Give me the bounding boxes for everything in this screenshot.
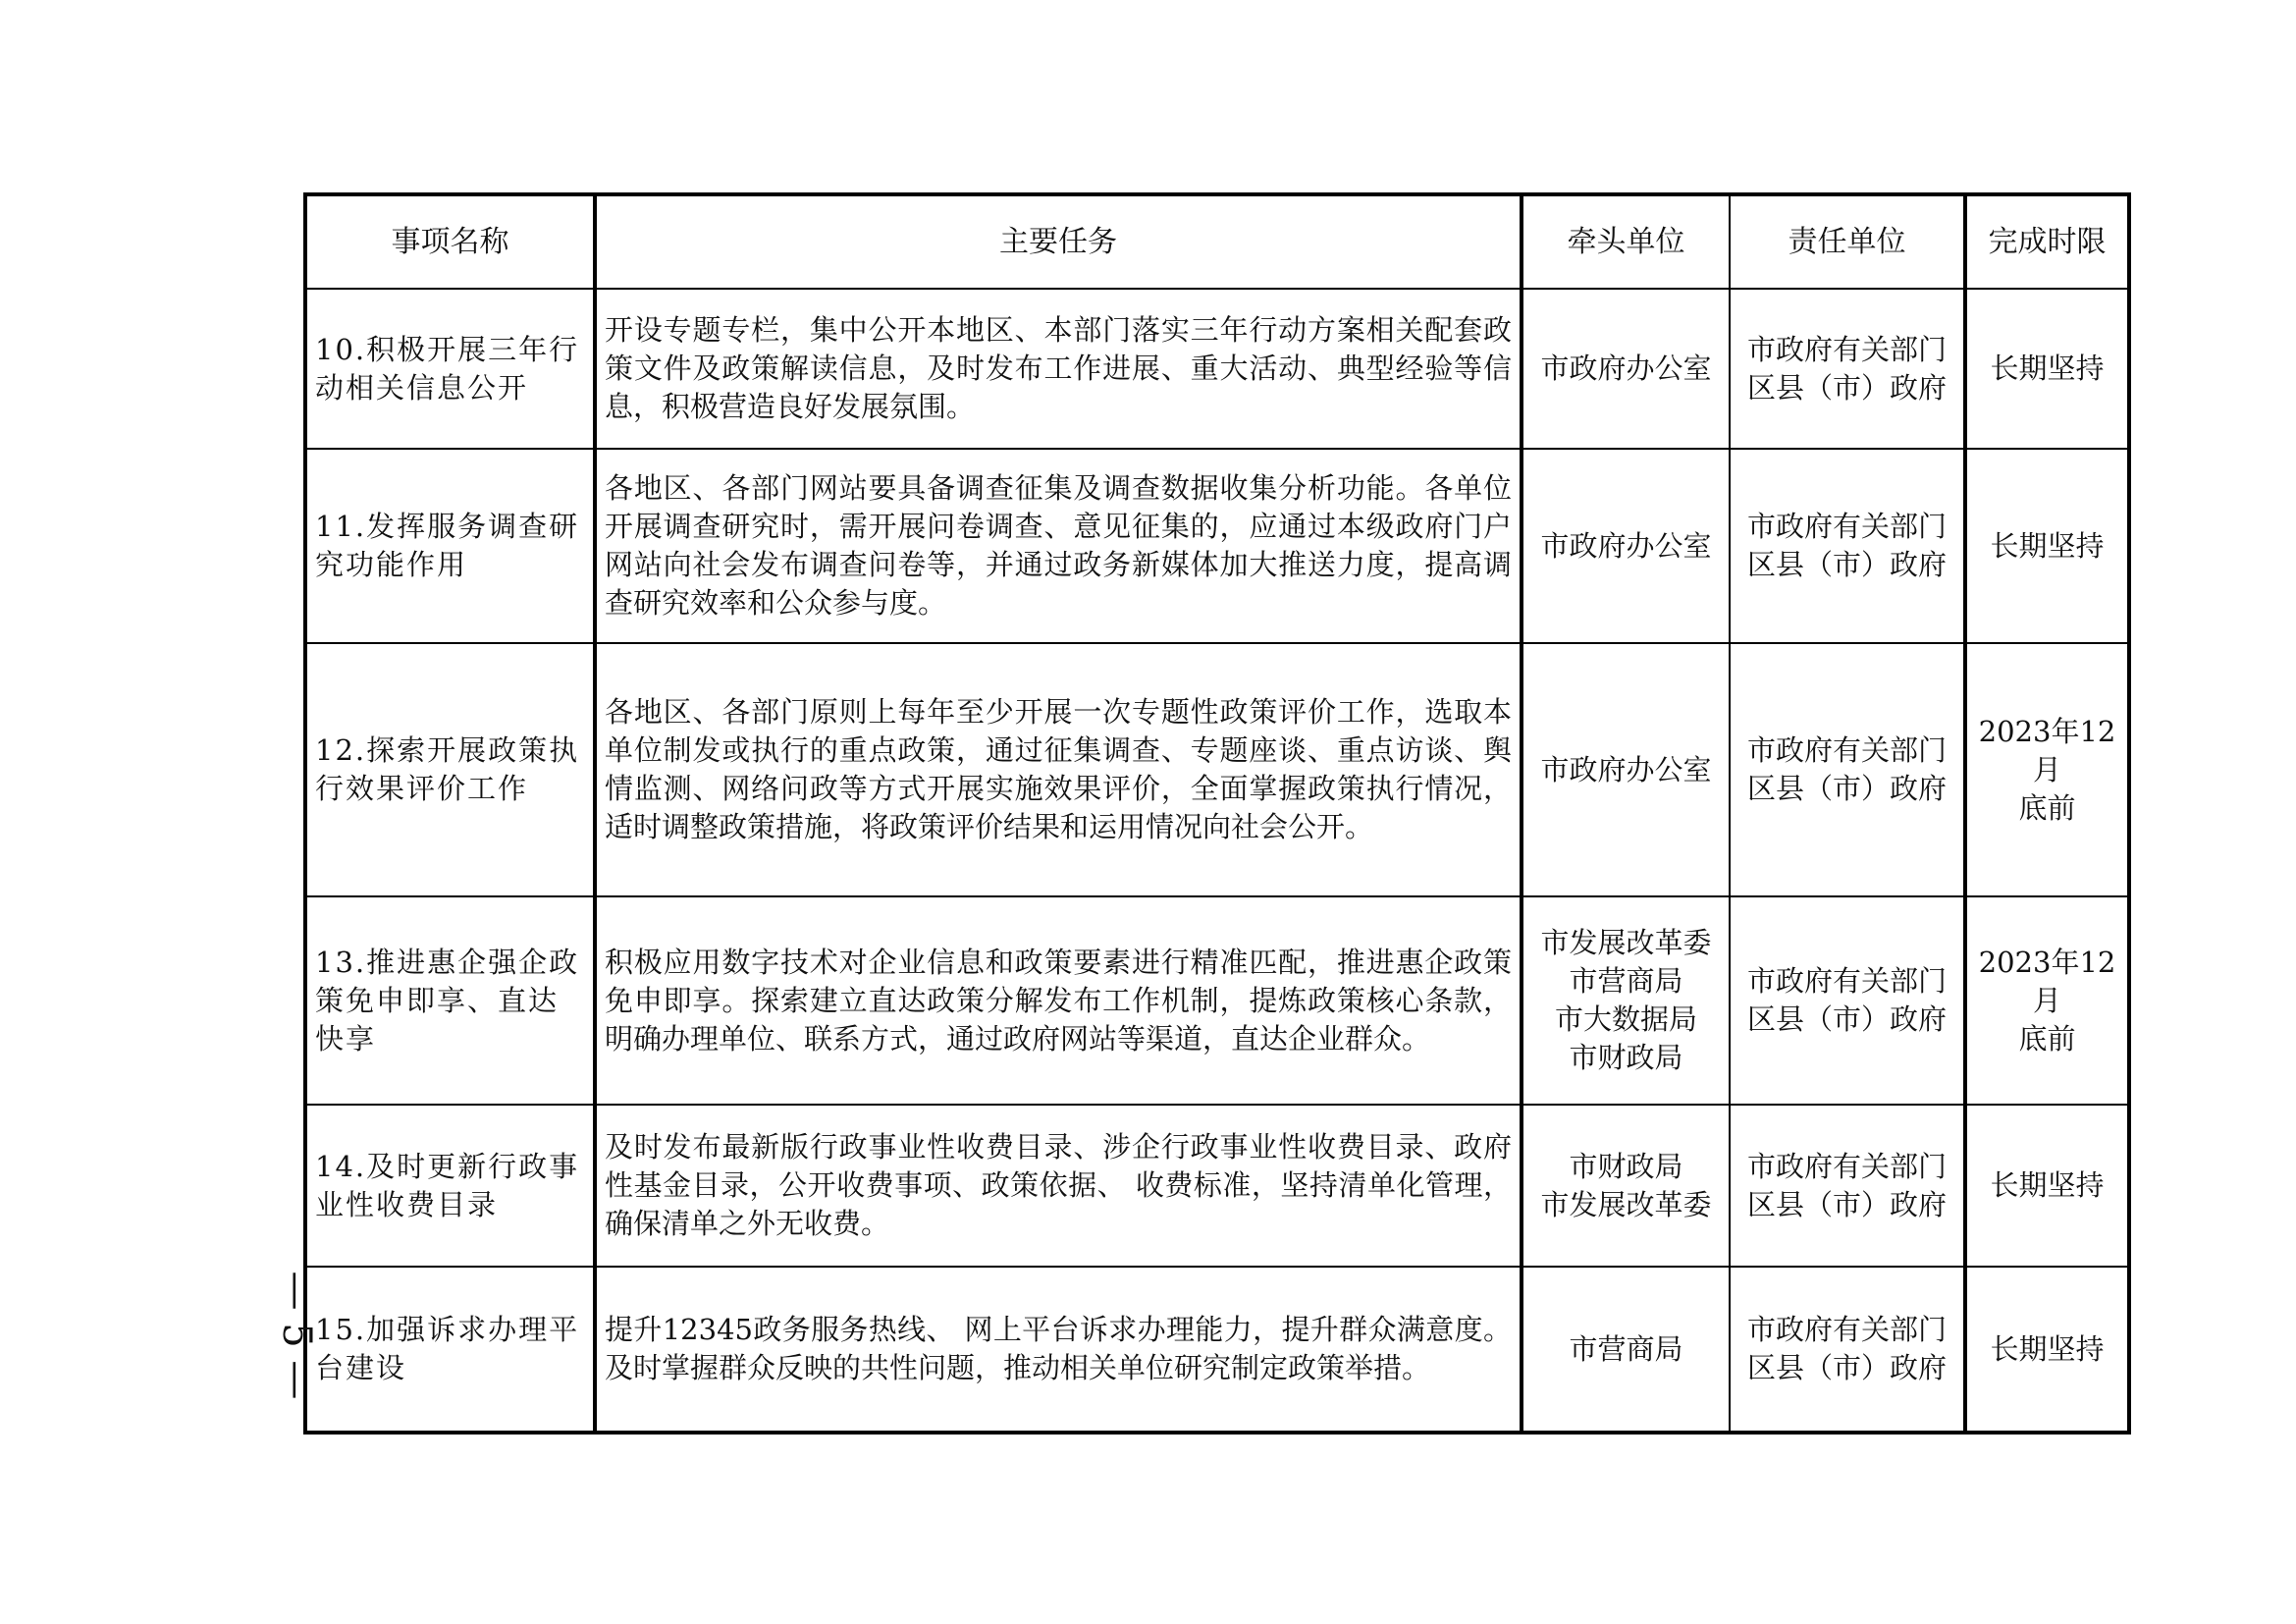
responsible-unit-line: 区县（市）政府 (1746, 1351, 1947, 1384)
lead-unit-line: 市大数据局 (1554, 1002, 1697, 1036)
table-row (305, 1105, 2129, 1267)
table-row (305, 643, 2129, 896)
responsible-unit-line: 市政府有关部门 (1746, 1149, 1947, 1183)
table-row (305, 449, 2129, 643)
lead-unit-cell (1522, 1267, 1730, 1433)
item-name-cell: 14.及时更新行政事业性收费目录 (305, 1105, 595, 1267)
responsible-unit-cell (1730, 896, 1965, 1105)
item-name-cell: 12.探索开展政策执行效果评价工作 (305, 643, 595, 896)
responsible-unit-cell (1730, 449, 1965, 643)
responsible-unit-cell (1730, 643, 1965, 896)
lead-unit-cell (1522, 896, 1730, 1105)
responsible-unit-line: 市政府有关部门 (1746, 964, 1947, 998)
responsible-unit-line: 区县（市）政府 (1746, 370, 1947, 405)
responsible-unit-line: 区县（市）政府 (1746, 548, 1947, 581)
deadline-cell (1965, 289, 2129, 449)
deadline-line: 底前 (2018, 1021, 2076, 1056)
table-row (305, 1267, 2129, 1433)
deadline-cell (1965, 643, 2129, 896)
header-main-task: 主要任务 (595, 194, 1522, 289)
table-row (305, 289, 2129, 449)
deadline-line: 长期坚持 (1990, 528, 2105, 563)
lead-unit-line: 市发展改革委 (1540, 1187, 1712, 1221)
deadline-line: 底前 (2018, 790, 2076, 825)
deadline-line: 2023年12月 (1978, 945, 2116, 1017)
responsible-unit-cell (1730, 1267, 1965, 1433)
deadline-line: 长期坚持 (1990, 352, 2105, 385)
main-task-cell: 各地区、各部门原则上每年至少开展一次专题性政策评价工作，选取本单位制发或执行的重点政策，通过征集调查、专题座谈、重点访谈、舆情监测、网络问政等方式开展实施效果评价，全面掌握政策执行情况，适时调整政策措施，将政策评价结果和运用情况向社会公开。 (595, 643, 1522, 896)
deadline-line: 长期坚持 (1990, 1168, 2105, 1202)
responsible-unit-cell (1730, 1105, 1965, 1267)
lead-unit-cell (1522, 1105, 1730, 1267)
main-task-cell: 开设专题专栏，集中公开本地区、本部门落实三年行动方案相关配套政策文件及政策解读信息，及时发布工作进展、重大活动、典型经验等信息，积极营造良好发展氛围。 (595, 289, 1522, 449)
item-name-cell: 10.积极开展三年行动相关信息公开 (305, 289, 595, 449)
table-row (305, 896, 2129, 1105)
lead-unit-line: 市政府办公室 (1540, 752, 1712, 786)
header-item-name: 事项名称 (305, 194, 595, 289)
header-lead-unit: 牵头单位 (1522, 194, 1730, 289)
deadline-cell (1965, 1267, 2129, 1433)
responsible-unit-line: 区县（市）政府 (1746, 1002, 1947, 1036)
lead-unit-line: 市政府办公室 (1540, 352, 1712, 385)
deadline-cell (1965, 449, 2129, 643)
responsible-unit-line: 市政府有关部门 (1746, 733, 1947, 767)
item-name-cell: 15.加强诉求办理平台建设 (305, 1267, 595, 1433)
task-table (303, 192, 2131, 1435)
deadline-line: 2023年12月 (1978, 714, 2116, 786)
lead-unit-cell (1522, 449, 1730, 643)
item-name-cell: 13.推进惠企强企政策免申即享、直达快享 (305, 896, 595, 1105)
page-number (188, 1271, 326, 1400)
header-deadline: 完成时限 (1965, 194, 2129, 289)
deadline-line: 长期坚持 (1990, 1331, 2105, 1366)
responsible-unit-line: 区县（市）政府 (1746, 1187, 1947, 1221)
table-header-row (305, 194, 2129, 289)
page-number-text: — 5 — (274, 1271, 319, 1400)
responsible-unit-line: 市政府有关部门 (1746, 510, 1947, 543)
lead-unit-line: 市发展改革委 (1540, 926, 1712, 959)
responsible-unit-cell (1730, 289, 1965, 449)
main-task-cell: 及时发布最新版行政事业性收费目录、涉企行政事业性收费目录、政府性基金目录，公开收费事项、政策依据、 收费标准，坚持清单化管理，确保清单之外无收费。 (595, 1105, 1522, 1267)
lead-unit-line: 市财政局 (1569, 1149, 1683, 1183)
lead-unit-line: 市营商局 (1569, 1331, 1683, 1366)
lead-unit-line: 市政府办公室 (1540, 528, 1712, 563)
task-table-container (303, 192, 2127, 1431)
main-task-cell: 提升12345政务服务热线、 网上平台诉求办理能力，提升群众满意度。及时掌握群众反映的共性问题，推动相关单位研究制定政策举措。 (595, 1267, 1522, 1433)
responsible-unit-line: 市政府有关部门 (1746, 1313, 1947, 1346)
deadline-cell (1965, 896, 2129, 1105)
lead-unit-cell (1522, 643, 1730, 896)
lead-unit-line: 市财政局 (1569, 1041, 1683, 1074)
main-task-cell: 各地区、各部门网站要具备调查征集及调查数据收集分析功能。各单位开展调查研究时，需开展问卷调查、意见征集的，应通过本级政府门户网站向社会发布调查问卷等，并通过政务新媒体加大推送力度，提高调查研究效率和公众参与度。 (595, 449, 1522, 643)
lead-unit-cell (1522, 289, 1730, 449)
main-task-cell: 积极应用数字技术对企业信息和政策要素进行精准匹配，推进惠企政策免申即享。探索建立直达政策分解发布工作机制，提炼政策核心条款，明确办理单位、联系方式，通过政府网站等渠道，直达企业群众。 (595, 896, 1522, 1105)
responsible-unit-line: 市政府有关部门 (1746, 332, 1947, 366)
header-responsible-unit: 责任单位 (1730, 194, 1965, 289)
item-name-cell: 11.发挥服务调查研究功能作用 (305, 449, 595, 643)
lead-unit-line: 市营商局 (1569, 964, 1683, 998)
responsible-unit-line: 区县（市）政府 (1746, 772, 1947, 805)
deadline-cell (1965, 1105, 2129, 1267)
